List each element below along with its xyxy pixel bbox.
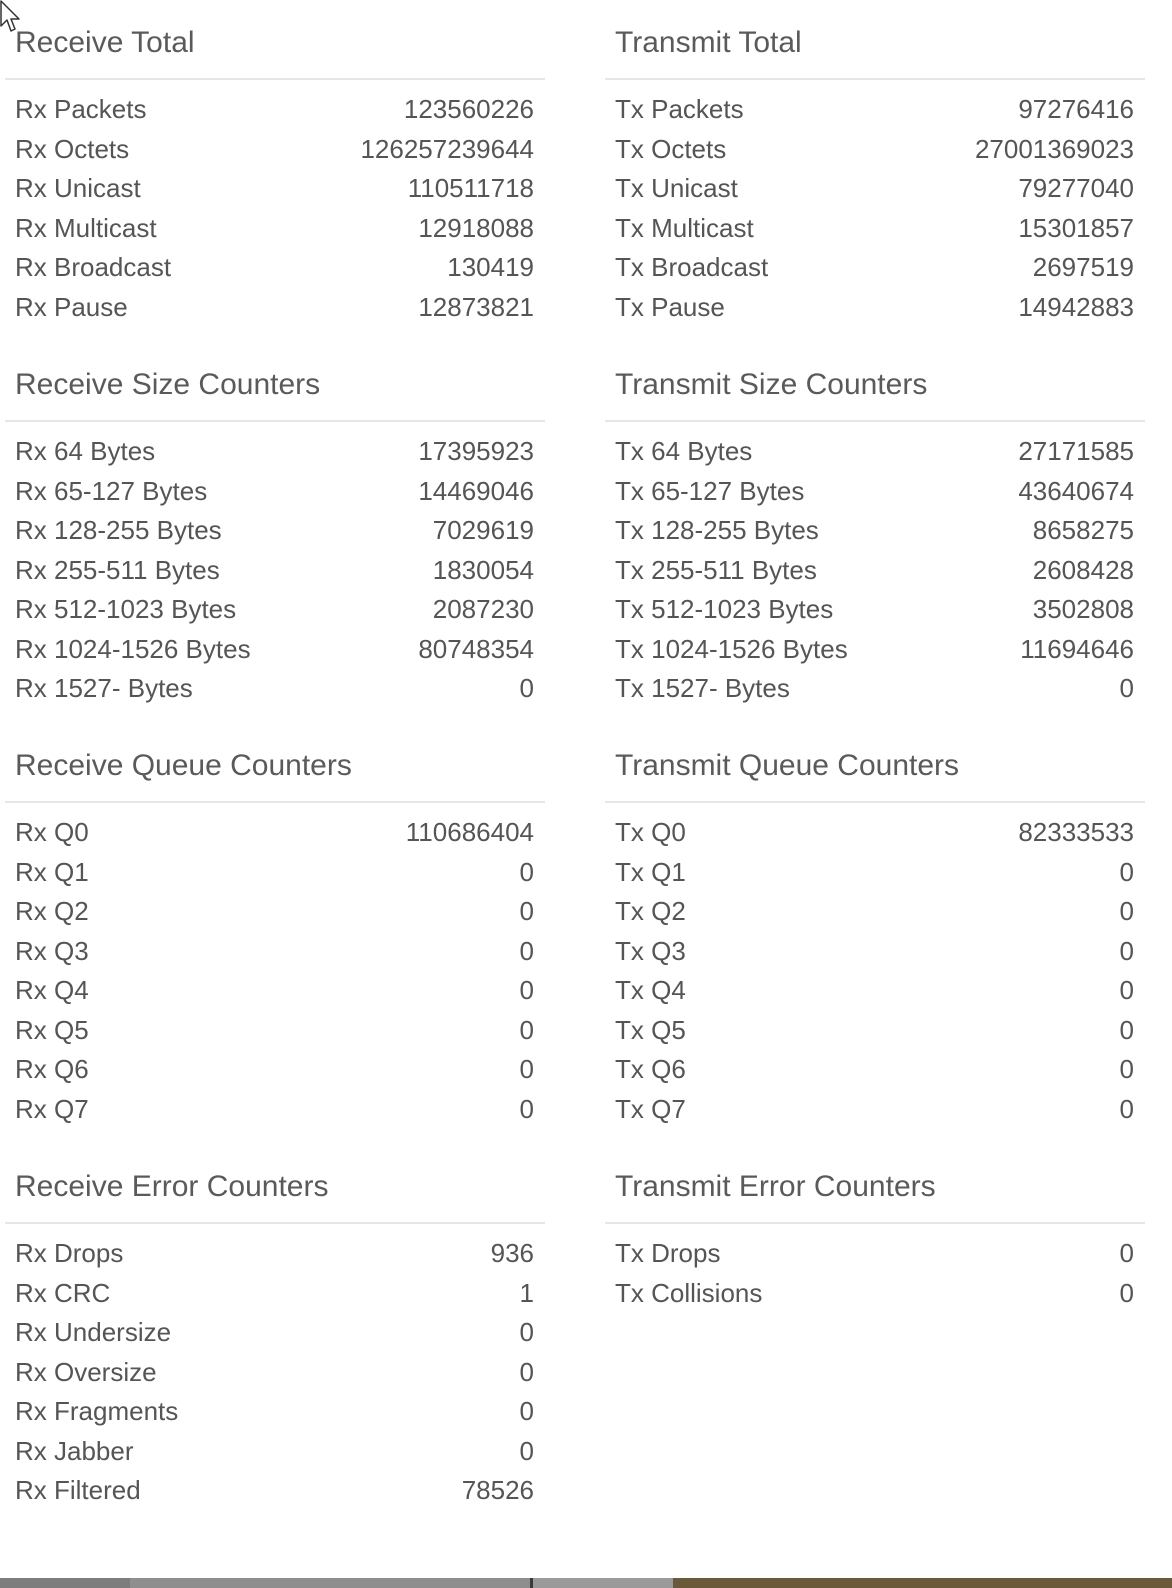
counter-label: Tx 65-127 Bytes (615, 475, 805, 506)
counter-value: 0 (519, 935, 534, 966)
counter-list (605, 1224, 1145, 1313)
counter-label: Tx 1024-1526 Bytes (615, 633, 848, 664)
transmit-queue-section (605, 723, 1145, 1129)
counter-value: 97276416 (1018, 94, 1134, 125)
counter-label: Rx Fragments (15, 1396, 179, 1427)
counter-list (5, 1224, 545, 1511)
counter-row (5, 169, 545, 209)
counter-value: 15301857 (1018, 212, 1134, 243)
counter-row (605, 130, 1145, 170)
counter-label: Rx Broadcast (15, 252, 172, 283)
counter-row (5, 669, 545, 709)
counter-value: 0 (1119, 1277, 1134, 1308)
counter-value: 12918088 (418, 212, 534, 243)
counter-value: 0 (519, 1435, 534, 1466)
counter-row (605, 590, 1145, 630)
taskbar-strip (0, 1578, 1172, 1588)
counter-value: 12873821 (418, 291, 534, 322)
counter-label: Rx Q7 (15, 1093, 89, 1124)
counter-row (5, 90, 545, 130)
counter-value: 0 (1119, 975, 1134, 1006)
counter-value: 78526 (461, 1475, 534, 1506)
counter-list (5, 80, 545, 327)
counter-list (5, 803, 545, 1129)
counter-value: 0 (519, 1356, 534, 1387)
counter-value: 0 (519, 673, 534, 704)
counter-value: 0 (1119, 896, 1134, 927)
counter-value: 27001369023 (974, 133, 1134, 164)
transmit-error-section (605, 1144, 1145, 1313)
counter-row (605, 1090, 1145, 1130)
counter-label: Tx Broadcast (615, 252, 769, 283)
counter-value: 0 (519, 1396, 534, 1427)
counter-row (5, 1471, 545, 1511)
counter-label: Tx Q2 (615, 896, 686, 927)
counter-row (5, 932, 545, 972)
counter-value: 14469046 (418, 475, 534, 506)
counter-label: Tx Multicast (615, 212, 754, 243)
counter-label: Tx Q7 (615, 1093, 686, 1124)
counter-label: Tx Q0 (615, 817, 686, 848)
counter-value: 0 (1119, 1238, 1134, 1269)
counter-value: 2087230 (432, 594, 534, 625)
section-title: Transmit Error Counters (605, 1144, 1145, 1224)
counter-row (5, 248, 545, 288)
counter-list (605, 803, 1145, 1129)
counter-label: Tx 255-511 Bytes (615, 554, 817, 585)
section-title: Transmit Total (605, 0, 1145, 80)
counter-label: Rx Multicast (15, 212, 157, 243)
counter-row (605, 971, 1145, 1011)
counter-list (605, 422, 1145, 709)
counter-label: Rx Unicast (15, 173, 141, 204)
transmit-size-section (605, 342, 1145, 709)
counter-row (5, 813, 545, 853)
counter-label: Rx 128-255 Bytes (15, 515, 222, 546)
counter-value: 8658275 (1032, 515, 1134, 546)
receive-queue-section (5, 723, 545, 1129)
counter-label: Tx Pause (615, 291, 725, 322)
counter-row (605, 511, 1145, 551)
counter-value: 0 (1119, 673, 1134, 704)
counter-value: 0 (1119, 1014, 1134, 1045)
counter-label: Rx Q5 (15, 1014, 89, 1045)
counter-value: 110511718 (407, 173, 534, 204)
receive-size-section (5, 342, 545, 709)
counter-row (605, 209, 1145, 249)
counter-label: Tx 64 Bytes (615, 436, 753, 467)
counter-row (5, 209, 545, 249)
counter-row (605, 1234, 1145, 1274)
receive-error-section (5, 1144, 545, 1511)
counter-label: Rx CRC (15, 1277, 111, 1308)
counter-value: 80748354 (418, 633, 534, 664)
counter-row (605, 288, 1145, 328)
counter-label: Rx Pause (15, 291, 128, 322)
counter-label: Tx Packets (615, 94, 744, 125)
section-title: Receive Size Counters (5, 342, 545, 422)
counter-row (5, 1011, 545, 1051)
counter-row (5, 288, 545, 328)
section-title: Transmit Size Counters (605, 342, 1145, 422)
counter-value: 110686404 (405, 817, 534, 848)
counter-row (605, 432, 1145, 472)
counter-label: Rx Octets (15, 133, 130, 164)
counter-value: 1830054 (432, 554, 534, 585)
counter-value: 27171585 (1018, 436, 1134, 467)
counter-row (605, 472, 1145, 512)
strip-segment (130, 1578, 530, 1588)
counter-value: 936 (490, 1238, 534, 1269)
counter-value: 0 (519, 975, 534, 1006)
counter-label: Rx Oversize (15, 1356, 157, 1387)
counter-label: Rx Q0 (15, 817, 89, 848)
counter-row (5, 511, 545, 551)
counter-row (5, 1090, 545, 1130)
counter-value: 123560226 (403, 94, 534, 125)
counter-row (5, 853, 545, 893)
strip-segment (0, 1578, 130, 1588)
counter-row (605, 551, 1145, 591)
counter-label: Tx Q6 (615, 1054, 686, 1085)
section-title: Receive Queue Counters (5, 723, 545, 803)
counter-label: Rx 1527- Bytes (15, 673, 193, 704)
counter-row (605, 1274, 1145, 1314)
counter-row (5, 590, 545, 630)
counter-label: Tx Unicast (615, 173, 738, 204)
counter-value: 0 (1119, 856, 1134, 887)
counter-label: Rx Q1 (15, 856, 89, 887)
counter-row (5, 1050, 545, 1090)
counter-label: Rx 64 Bytes (15, 436, 156, 467)
strip-segment (673, 1578, 1172, 1588)
counter-label: Tx Q1 (615, 856, 686, 887)
mouse-pointer-icon (0, 0, 22, 34)
counter-row (605, 1050, 1145, 1090)
counter-label: Tx Q4 (615, 975, 686, 1006)
section-title: Receive Total (5, 0, 545, 80)
counter-label: Tx 1527- Bytes (615, 673, 790, 704)
counter-value: 79277040 (1018, 173, 1134, 204)
counter-value: 0 (519, 896, 534, 927)
counter-value: 17395923 (418, 436, 534, 467)
counter-label: Rx Drops (15, 1238, 124, 1269)
counter-row (5, 551, 545, 591)
counter-value: 1 (519, 1277, 534, 1308)
counter-value: 0 (1119, 1093, 1134, 1124)
counter-row (5, 1392, 545, 1432)
counter-row (605, 90, 1145, 130)
section-title: Transmit Queue Counters (605, 723, 1145, 803)
counter-label: Rx Filtered (15, 1475, 141, 1506)
counter-row (605, 892, 1145, 932)
counter-row (5, 432, 545, 472)
counter-row (5, 971, 545, 1011)
counter-value: 43640674 (1018, 475, 1134, 506)
counter-value: 11694646 (1020, 633, 1134, 664)
counter-value: 0 (519, 1054, 534, 1085)
counter-value: 2608428 (1032, 554, 1134, 585)
counter-row (605, 169, 1145, 209)
counter-value: 2697519 (1032, 252, 1134, 283)
counter-label: Rx Jabber (15, 1435, 134, 1466)
counter-row (605, 853, 1145, 893)
counter-value: 0 (519, 856, 534, 887)
counter-label: Tx 512-1023 Bytes (615, 594, 834, 625)
counter-row (5, 1274, 545, 1314)
transmit-total-section (605, 0, 1145, 327)
counter-label: Rx 512-1023 Bytes (15, 594, 237, 625)
counter-row (605, 932, 1145, 972)
counter-list (5, 422, 545, 709)
counter-label: Tx Q5 (615, 1014, 686, 1045)
counter-row (605, 669, 1145, 709)
counter-label: Rx Q2 (15, 896, 89, 927)
counter-value: 14942883 (1018, 291, 1134, 322)
receive-total-section (5, 0, 545, 327)
counter-row (5, 1234, 545, 1274)
counter-label: Rx 255-511 Bytes (15, 554, 220, 585)
counter-value: 3502808 (1032, 594, 1134, 625)
counter-value: 130419 (447, 252, 534, 283)
counter-label: Rx Packets (15, 94, 147, 125)
counter-value: 0 (519, 1093, 534, 1124)
counter-label: Tx Q3 (615, 935, 686, 966)
counter-row (5, 1353, 545, 1393)
counter-label: Rx Q4 (15, 975, 89, 1006)
counter-value: 0 (1119, 1054, 1134, 1085)
strip-segment (533, 1578, 673, 1588)
counter-label: Tx Collisions (615, 1277, 763, 1308)
counter-label: Tx 128-255 Bytes (615, 515, 819, 546)
counter-label: Rx Q6 (15, 1054, 89, 1085)
counter-row (605, 1011, 1145, 1051)
counter-label: Rx 1024-1526 Bytes (15, 633, 251, 664)
counter-label: Tx Drops (615, 1238, 721, 1269)
counter-row (5, 130, 545, 170)
counter-label: Rx Q3 (15, 935, 89, 966)
counter-value: 82333533 (1018, 817, 1134, 848)
counter-row (605, 630, 1145, 670)
counter-label: Rx 65-127 Bytes (15, 475, 208, 506)
counter-value: 126257239644 (360, 133, 534, 164)
counter-row (5, 1313, 545, 1353)
counter-label: Rx Undersize (15, 1317, 172, 1348)
counter-label: Tx Octets (615, 133, 727, 164)
counter-row (5, 892, 545, 932)
counter-value: 7029619 (432, 515, 534, 546)
counter-value: 0 (519, 1317, 534, 1348)
section-title: Receive Error Counters (5, 1144, 545, 1224)
counter-list (605, 80, 1145, 327)
counter-row (5, 630, 545, 670)
counter-row (5, 1432, 545, 1472)
counter-row (605, 813, 1145, 853)
counter-value: 0 (519, 1014, 534, 1045)
counter-row (5, 472, 545, 512)
counter-value: 0 (1119, 935, 1134, 966)
counter-row (605, 248, 1145, 288)
